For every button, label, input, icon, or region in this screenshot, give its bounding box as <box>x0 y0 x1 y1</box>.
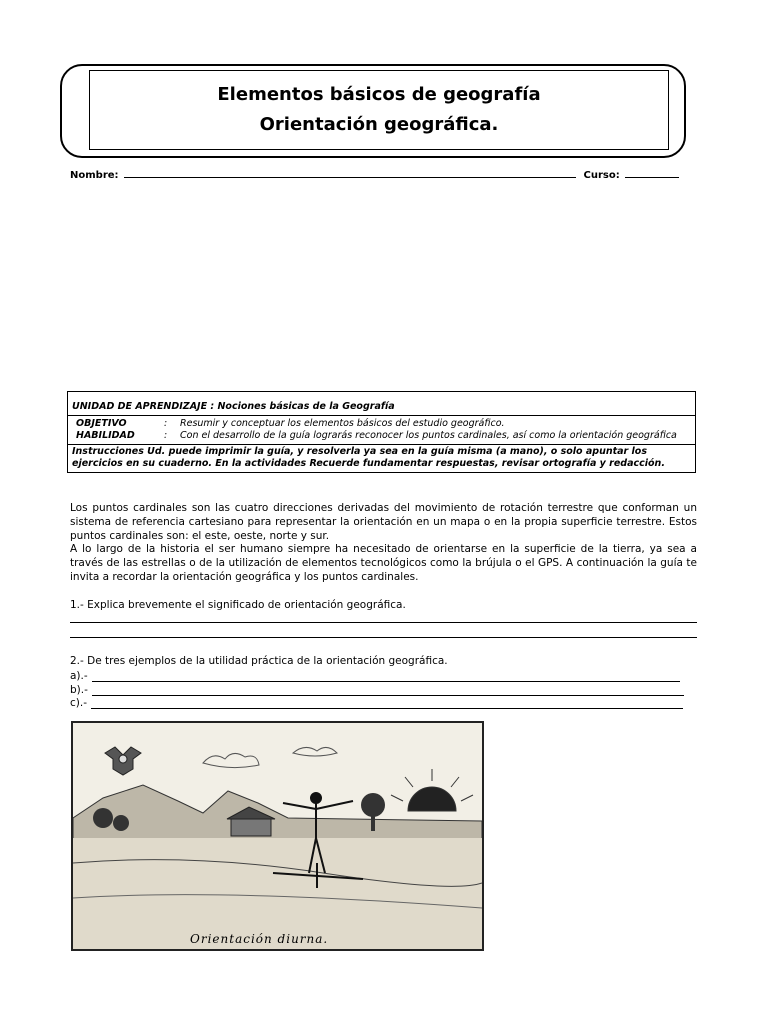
objective-text: Resumir y conceptuar los elementos básicos del estudio geográfico. <box>180 418 505 429</box>
unit-row <box>68 392 695 416</box>
student-info-line <box>70 168 679 181</box>
question-2: 2.- De tres ejemplos de la utilidad práctica de la orientación geográfica. <box>70 655 448 667</box>
landscape-drawing <box>73 723 482 949</box>
unit-info-table <box>67 391 696 473</box>
skill-row: HABILIDAD : Con el desarrollo de la guía lograrás reconocer los puntos cardinales, así como la orientación geográfica <box>72 430 691 442</box>
answer-b-line[interactable] <box>92 685 684 696</box>
unit-text: UNIDAD DE APRENDIZAJE : Nociones básicas de la Geografía <box>72 401 395 412</box>
answer-a-line[interactable] <box>92 671 680 682</box>
orientation-illustration <box>71 721 484 951</box>
title-box <box>89 70 669 150</box>
course-field[interactable] <box>625 168 679 178</box>
course-label: Curso: <box>583 170 620 181</box>
answer-c-line[interactable] <box>91 698 683 709</box>
objective-row: OBJETIVO : Resumir y conceptuar los elementos básicos del estudio geográfico. <box>72 418 691 430</box>
name-field[interactable] <box>124 168 576 178</box>
intro-paragraph-1: Los puntos cardinales son las cuatro direcciones derivadas del movimiento de rotación terrestre que conforman un sistema de referencia cartesiano para representar la orientación en un mapa o en la propia superficie terrestre. Estos puntos cardinales son: el este, oeste, norte y sur. <box>70 502 697 542</box>
answer-c[interactable] <box>70 697 683 709</box>
answer-line-1[interactable] <box>70 622 697 623</box>
skill-text: Con el desarrollo de la guía lograrás reconocer los puntos cardinales, así como la orientación geográfica <box>180 430 677 441</box>
objective-skill-row <box>68 416 695 445</box>
answer-a-label: a).- <box>70 670 88 682</box>
intro-text <box>70 502 697 585</box>
intro-paragraph-2: A lo largo de la historia el ser humano siempre ha necesitado de orientarse en la superficie de la tierra, ya sea a través de las estrellas o de la utilización de elementos tecnológicos como la brújula o el GPS. A continuación la guía te invita a recordar la orientación geográfica y los puntos cardinales. <box>70 543 697 583</box>
answer-line-2[interactable] <box>70 637 697 638</box>
answer-b-label: b).- <box>70 684 88 696</box>
illustration-caption: Orientación diurna. <box>190 932 329 946</box>
answer-b[interactable] <box>70 684 684 696</box>
document-subtitle: Orientación geográfica. <box>259 114 499 135</box>
instructions-row <box>68 445 695 472</box>
question-1: 1.- Explica brevemente el significado de orientación geográfica. <box>70 599 406 611</box>
objective-label: OBJETIVO <box>76 418 127 429</box>
skill-label: HABILIDAD <box>76 430 135 441</box>
document-title: Elementos básicos de geografía <box>217 84 541 105</box>
answer-c-label: c).- <box>70 697 87 709</box>
answer-a[interactable] <box>70 670 680 682</box>
name-label: Nombre: <box>70 170 119 181</box>
instructions-text: Instrucciones Ud. puede imprimir la guía, y resolverla ya sea en la guía misma (a mano), o solo apuntar los ejercicios en su cuaderno. En la actividades Recuerde fundamentar respuestas, revisar ortografía y redacción. <box>72 446 665 469</box>
